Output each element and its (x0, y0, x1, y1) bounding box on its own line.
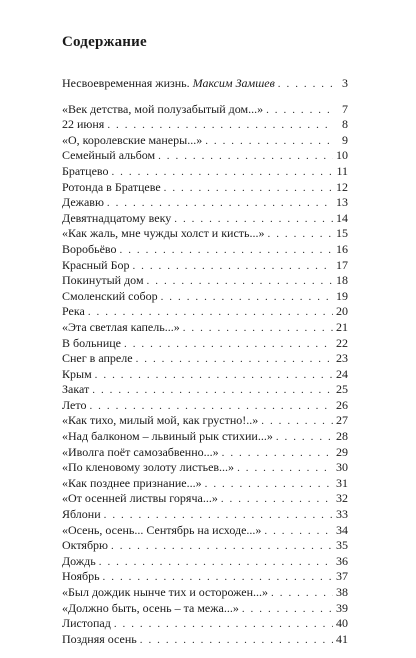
toc-entry-title (62, 273, 144, 289)
toc-entry-title (62, 320, 180, 336)
dot-leader (158, 149, 333, 165)
toc-entry-title (62, 180, 161, 196)
toc-entry-page-number: 31 (336, 475, 348, 490)
toc-entry-title-text: Красный Бор (62, 257, 130, 272)
dot-leader (99, 555, 333, 571)
dot-leader (266, 103, 333, 119)
toc-entry-title (62, 242, 117, 258)
toc-entry (62, 351, 348, 367)
dot-leader (111, 539, 333, 555)
toc-entry-page-number: 23 (336, 351, 348, 366)
toc-entry-title (62, 523, 261, 539)
toc-entry-title-text: «Над балконом – львиный рык стихии...» (62, 429, 273, 444)
toc-entry-page-number: 11 (336, 163, 348, 178)
toc-entry-title (62, 616, 111, 632)
toc-entry-page-number: 12 (336, 179, 348, 194)
toc-entry (62, 445, 348, 461)
toc-entry-title-text: Листопад (62, 616, 111, 631)
dot-leader (136, 352, 333, 368)
toc-entry-title (62, 585, 268, 601)
dot-leader (242, 602, 333, 618)
toc-entry-title-text: Девятнадцатому веку (62, 210, 172, 225)
toc-entry (62, 538, 348, 554)
toc-entry-page-number: 41 (336, 631, 348, 646)
dot-leader (103, 570, 333, 586)
toc-entry (62, 569, 348, 585)
toc-entry (62, 632, 348, 648)
toc-entry-page-number: 32 (336, 491, 348, 506)
toc-entry-title-text: «Должно быть, осень – та межа...» (62, 600, 239, 615)
toc-entry-title (62, 382, 89, 398)
table-of-contents (62, 76, 348, 647)
toc-entry-title-text: Дежавю (62, 195, 104, 210)
toc-entry (62, 76, 348, 92)
dot-leader (237, 461, 333, 477)
toc-entry (62, 320, 348, 336)
toc-entry-title (62, 211, 171, 227)
toc-entry (62, 429, 348, 445)
toc-entry-title (62, 351, 133, 367)
dot-leader (278, 77, 333, 93)
toc-entry (62, 367, 348, 383)
toc-entry-page-number: 28 (336, 429, 348, 444)
toc-entry-title (62, 76, 275, 92)
toc-entry-page-number: 33 (336, 507, 348, 522)
toc-entry-title-text: Семейный альбом (62, 148, 156, 163)
dot-leader (114, 617, 333, 633)
toc-entry-title-text: Река (62, 304, 85, 319)
toc-entry-title-text: Смоленский собор (62, 288, 158, 303)
dot-leader (205, 134, 333, 150)
toc-entry-title-text: Октябрю (62, 538, 109, 553)
dot-leader (107, 196, 333, 212)
toc-entry (62, 102, 348, 118)
dot-leader (95, 368, 333, 384)
toc-entry (62, 554, 348, 570)
toc-entry-page-number: 38 (336, 585, 348, 599)
dot-leader (88, 305, 333, 321)
toc-entry-title-text: «От осенней листвы горяча...» (62, 491, 218, 506)
toc-entry-title (62, 117, 104, 133)
dot-leader (111, 165, 333, 181)
toc-entry (62, 226, 348, 242)
toc-entry-title (62, 507, 101, 523)
toc-entry-title-text: «Век детства, мой полузабытый дом...» (62, 101, 264, 116)
toc-entry-title (62, 258, 129, 274)
toc-entry-title-text: «Как тихо, милый мой, как грустно!..» (62, 413, 259, 428)
toc-entry (62, 289, 348, 305)
toc-entry-title (62, 445, 219, 461)
toc-entry (62, 164, 348, 180)
toc-entry-title (62, 429, 273, 445)
dot-leader (147, 274, 333, 290)
toc-entry (62, 491, 348, 507)
toc-entry-title (62, 460, 234, 476)
dot-leader (264, 524, 333, 540)
dot-leader (222, 446, 333, 462)
toc-entry-title (62, 569, 100, 585)
toc-entry-title-text: Лето (62, 397, 87, 412)
toc-entry-title (62, 367, 92, 383)
toc-entry-page-number: 14 (336, 210, 348, 225)
toc-entry-title-text: Ротонда в Братцеве (62, 179, 161, 194)
toc-entry-author: Максим Замшев (192, 76, 275, 90)
toc-entry-page-number: 27 (336, 413, 348, 428)
toc-entry-page-number: 19 (336, 288, 348, 303)
toc-entry (62, 460, 348, 476)
toc-entry-title (62, 632, 137, 648)
toc-entry-title-text: Несвоевременная жизнь. (62, 76, 193, 90)
toc-entry-page-number: 10 (336, 148, 348, 163)
toc-entry (62, 507, 348, 523)
toc-entry-title-text: Братцево (62, 163, 109, 178)
toc-entry-title (62, 538, 108, 554)
toc-entry-title (62, 413, 258, 429)
toc-entry-page-number: 20 (336, 304, 348, 319)
toc-entry-title (62, 148, 155, 164)
toc-entry (62, 133, 348, 149)
toc-entry-title-text: «Осень, осень... Сентябрь на исходе...» (62, 522, 262, 537)
toc-entry-page-number: 3 (342, 76, 348, 90)
toc-entry (62, 413, 348, 429)
dot-leader (120, 243, 334, 259)
dot-leader (268, 227, 333, 243)
dot-leader (276, 430, 333, 446)
toc-entry-title (62, 601, 239, 617)
toc-entry-title-text: «О, королевские манеры...» (62, 132, 203, 147)
dot-leader (271, 586, 333, 602)
dot-leader (261, 414, 333, 430)
toc-entry-title (62, 336, 121, 352)
toc-entry-title-text: Крым (62, 366, 92, 381)
page-title: Содержание (62, 34, 147, 50)
toc-entry (62, 148, 348, 164)
toc-entry (62, 304, 348, 320)
toc-entry-page-number: 39 (336, 600, 348, 615)
toc-entry (62, 180, 348, 196)
toc-entry (62, 382, 348, 398)
dot-leader (92, 383, 333, 399)
toc-entry-page-number: 16 (336, 241, 348, 256)
toc-entry (62, 601, 348, 617)
toc-entry (62, 585, 348, 601)
dot-leader (124, 337, 333, 353)
toc-entry-title-text: «По кленовому золоту листьев...» (62, 460, 235, 475)
toc-entry-title (62, 102, 263, 118)
dot-leader (161, 290, 333, 306)
toc-entry-title-text: «Был дождик нынче тих и осторожен...» (62, 585, 269, 599)
dot-leader (205, 477, 333, 493)
toc-entry-page-number: 35 (336, 538, 348, 553)
toc-entry-title (62, 289, 158, 305)
toc-entry-page-number: 15 (336, 226, 348, 241)
toc-entry (62, 616, 348, 632)
toc-entry-title-text: «Иволга поёт самозабвенно...» (62, 444, 219, 459)
toc-entry-title (62, 476, 202, 492)
toc-entry-title-text: 22 июня (62, 117, 105, 132)
toc-entry-page-number: 36 (336, 553, 348, 568)
toc-entry-title-text: Яблони (62, 507, 101, 522)
toc-entry (62, 242, 348, 258)
dot-leader (132, 259, 333, 275)
toc-entry-title-text: В больнице (62, 335, 122, 350)
toc-entry (62, 258, 348, 274)
toc-entry-page-number: 18 (336, 273, 348, 288)
toc-entry-title-text: Ноябрь (62, 569, 100, 584)
toc-entry (62, 476, 348, 492)
toc-entry-page-number: 34 (336, 522, 348, 537)
toc-entry (62, 211, 348, 227)
toc-entry-title (62, 164, 108, 180)
toc-entry-title (62, 195, 104, 211)
toc-entry-page-number: 7 (342, 101, 348, 116)
dot-leader (104, 508, 333, 524)
dot-leader (174, 212, 333, 228)
toc-entry (62, 195, 348, 211)
toc-entry-title (62, 304, 85, 320)
toc-entry-title-text: Снег в апреле (62, 351, 133, 366)
toc-entry-page-number: 24 (336, 366, 348, 381)
dot-leader (221, 492, 333, 508)
toc-entry (62, 523, 348, 539)
toc-entry-page-number: 26 (336, 397, 348, 412)
toc-entry-page-number: 9 (342, 132, 348, 147)
toc-entry-page-number: 21 (336, 319, 348, 334)
toc-entry-title-text: Дождь (62, 553, 96, 568)
dot-leader (107, 118, 333, 134)
toc-entry-title-text: Воробьёво (62, 241, 117, 256)
toc-entry-page-number: 22 (336, 335, 348, 350)
toc-entry-page-number: 29 (336, 444, 348, 459)
toc-entry-title-text: «Как позднее признание...» (62, 475, 202, 490)
dot-leader (164, 181, 333, 197)
toc-entry (62, 336, 348, 352)
toc-entry-page-number: 30 (336, 460, 348, 475)
toc-entry-page-number: 25 (336, 382, 348, 397)
toc-entry-page-number: 40 (336, 616, 348, 631)
toc-entry (62, 273, 348, 289)
toc-entry-title (62, 226, 265, 242)
toc-entry-title-text: «Как жаль, мне чужды холст и кисть...» (62, 226, 265, 241)
toc-entry-page-number: 13 (336, 195, 348, 210)
toc-entry-title-text: Покинутый дом (62, 273, 144, 288)
dot-leader (89, 399, 333, 415)
toc-entry (62, 117, 348, 133)
toc-entry (62, 398, 348, 414)
toc-entry-title-text: Закат (62, 382, 90, 397)
toc-entry-page-number: 8 (342, 117, 348, 132)
dot-leader (183, 321, 333, 337)
toc-entry-title-text: «Эта светлая капель...» (62, 319, 180, 334)
toc-entry-title (62, 398, 86, 414)
toc-entry-page-number: 17 (336, 257, 348, 272)
toc-entry-title (62, 133, 202, 149)
toc-entry-page-number: 37 (336, 569, 348, 584)
toc-entry-title (62, 491, 218, 507)
toc-entry-title (62, 554, 96, 570)
toc-entry-title-text: Поздняя осень (62, 631, 137, 646)
dot-leader (140, 633, 333, 649)
